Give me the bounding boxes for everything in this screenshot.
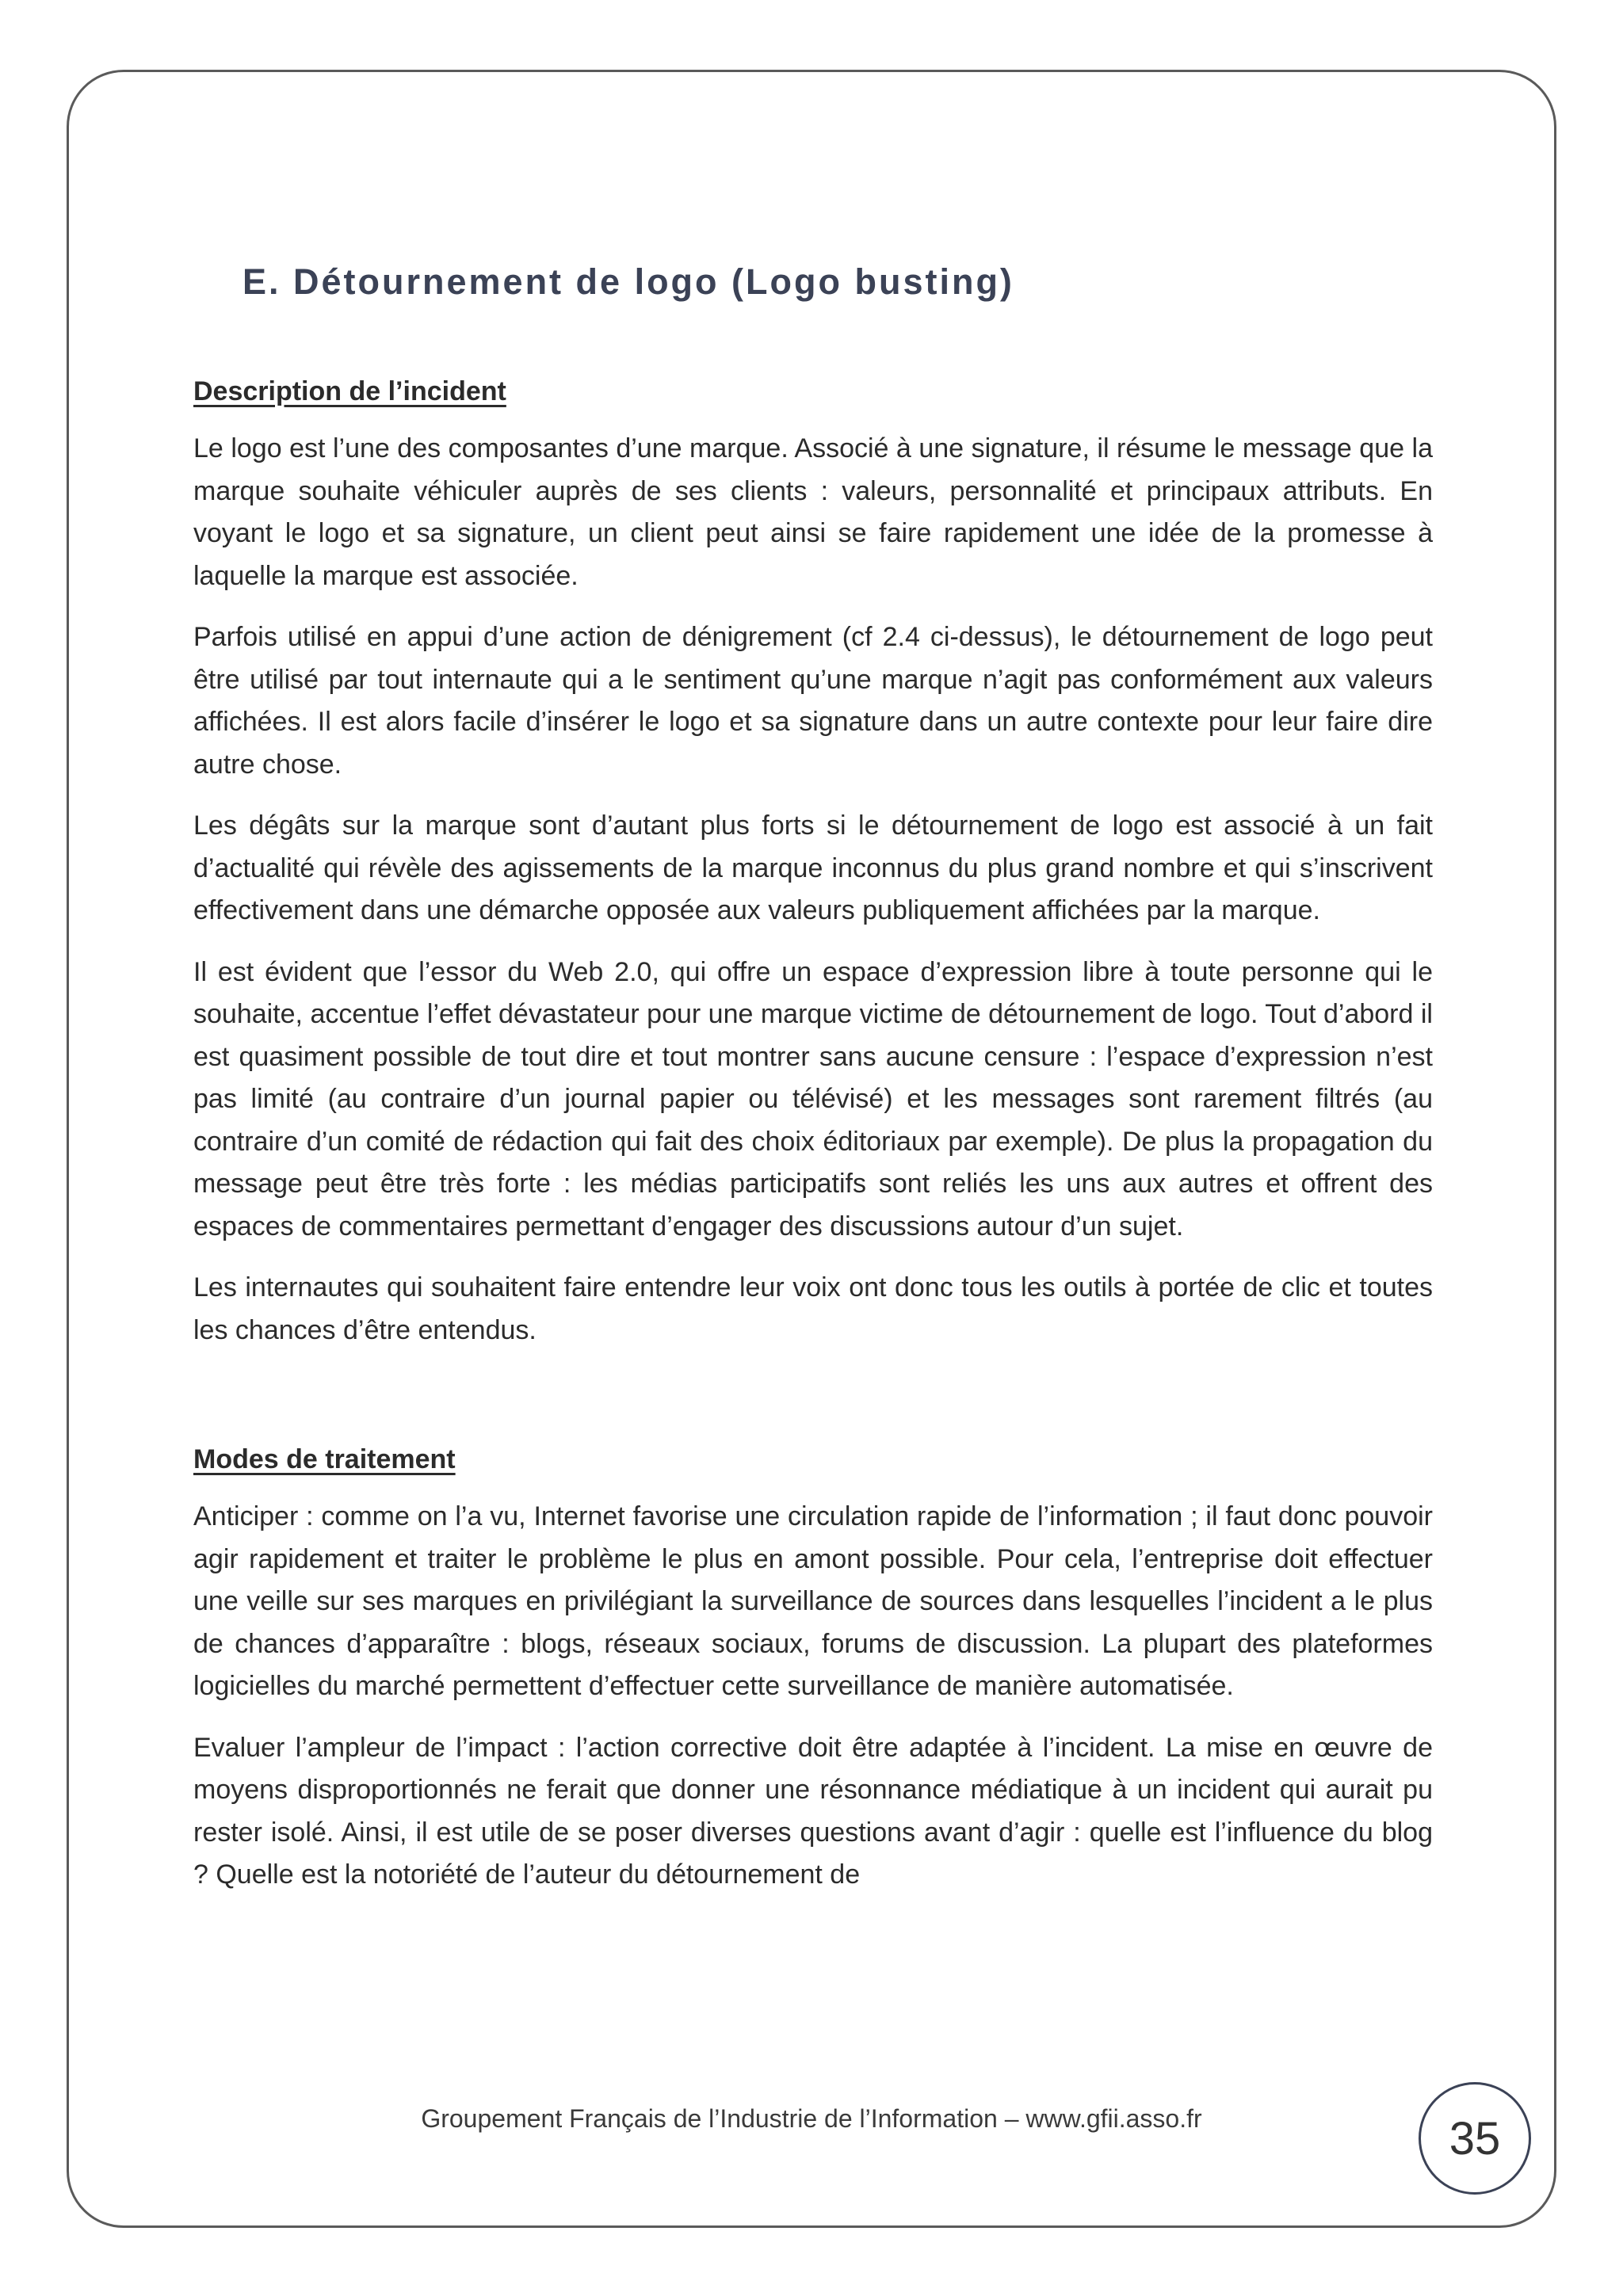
treatment-paragraph-1: Anticiper : comme on l’a vu, Internet favorise une circulation rapide de l’information ; il faut donc pouvoir agir rapidement et traiter le problème le plus en amont possible. Pour cela, l’entreprise doit effectuer une veille sur ses marques en privilégiant la surveillance de sources dans lesquelles l’incident a le plus de chances d’apparaître : blogs, réseaux sociaux, forums de discussion. La plupart des plateformes logicielles du marché permettent d’effectuer cette surveillance de manière automatisée. xyxy=(193,1501,1433,1701)
description-paragraph-5: Les internautes qui souhaitent faire entendre leur voix ont donc tous les outils à portée de clic et toutes les chances d’être entendus. xyxy=(193,1272,1433,1345)
section-title: E. Détournement de logo (Logo busting) xyxy=(242,261,1014,302)
page-number: 35 xyxy=(1419,2082,1531,2195)
footer-text: Groupement Français de l’Industrie de l’Information – www.gfii.asso.fr xyxy=(421,2104,1202,2133)
description-paragraph-3: Les dégâts sur la marque sont d’autant plus forts si le détournement de logo est associé à un fait d’actualité qui révèle des agissements de la marque inconnus du plus grand nombre et qui s’inscrivent effectivement dans une démarche opposée aux valeurs publiquement affichées par la marque. xyxy=(193,810,1433,925)
description-paragraph-1: Le logo est l’une des composantes d’une marque. Associé à une signature, il résume le message que la marque souhaite véhiculer auprès de ses clients : valeurs, personnalité et principaux attributs. En voyant le logo et sa signature, un client peut ainsi se faire rapidement une idée de la promesse à laquelle la marque est associée. xyxy=(193,433,1433,591)
section-spacer xyxy=(193,1371,1433,1439)
page-content xyxy=(193,371,1433,1916)
treatment-heading: Modes de traitement xyxy=(193,1444,456,1474)
description-paragraph-2: Parfois utilisé en appui d’une action de dénigrement (cf 2.4 ci-dessus), le détournement de logo peut être utilisé par tout internaute qui a le sentiment qu’une marque n’agit pas conformément aux valeurs affichées. Il est alors facile d’insérer le logo et sa signature dans un autre contexte pour leur faire dire autre chose. xyxy=(193,622,1433,780)
treatment-paragraph-2: Evaluer l’ampleur de l’impact : l’action corrective doit être adaptée à l’incident. La mise en œuvre de moyens disproportionnés ne ferait que donner une résonnance médiatique à un incident qui aurait pu rester isolé. Ainsi, il est utile de se poser diverses questions avant d’agir : quelle est l’influence du blog ? Quelle est la notoriété de l’auteur du détournement de xyxy=(193,1732,1433,1890)
description-paragraph-4: Il est évident que l’essor du Web 2.0, qui offre un espace d’expression libre à toute personne qui le souhaite, accentue l’effet dévastateur pour une marque victime de détournement de logo. Tout d’abord il est quasiment possible de tout dire et tout montrer sans aucune censure : l’espace d’expression n’est pas limité (au contraire d’un journal papier ou télévisé) et les messages sont rarement filtrés (au contraire d’un comité de rédaction qui fait des choix éditoriaux par exemple). De plus la propagation du message peut être très forte : les médias participatifs sont reliés les uns aux autres et offrent des espaces de commentaires permettant d’engager des discussions autour d’un sujet. xyxy=(193,956,1433,1241)
description-heading: Description de l’incident xyxy=(193,376,506,406)
